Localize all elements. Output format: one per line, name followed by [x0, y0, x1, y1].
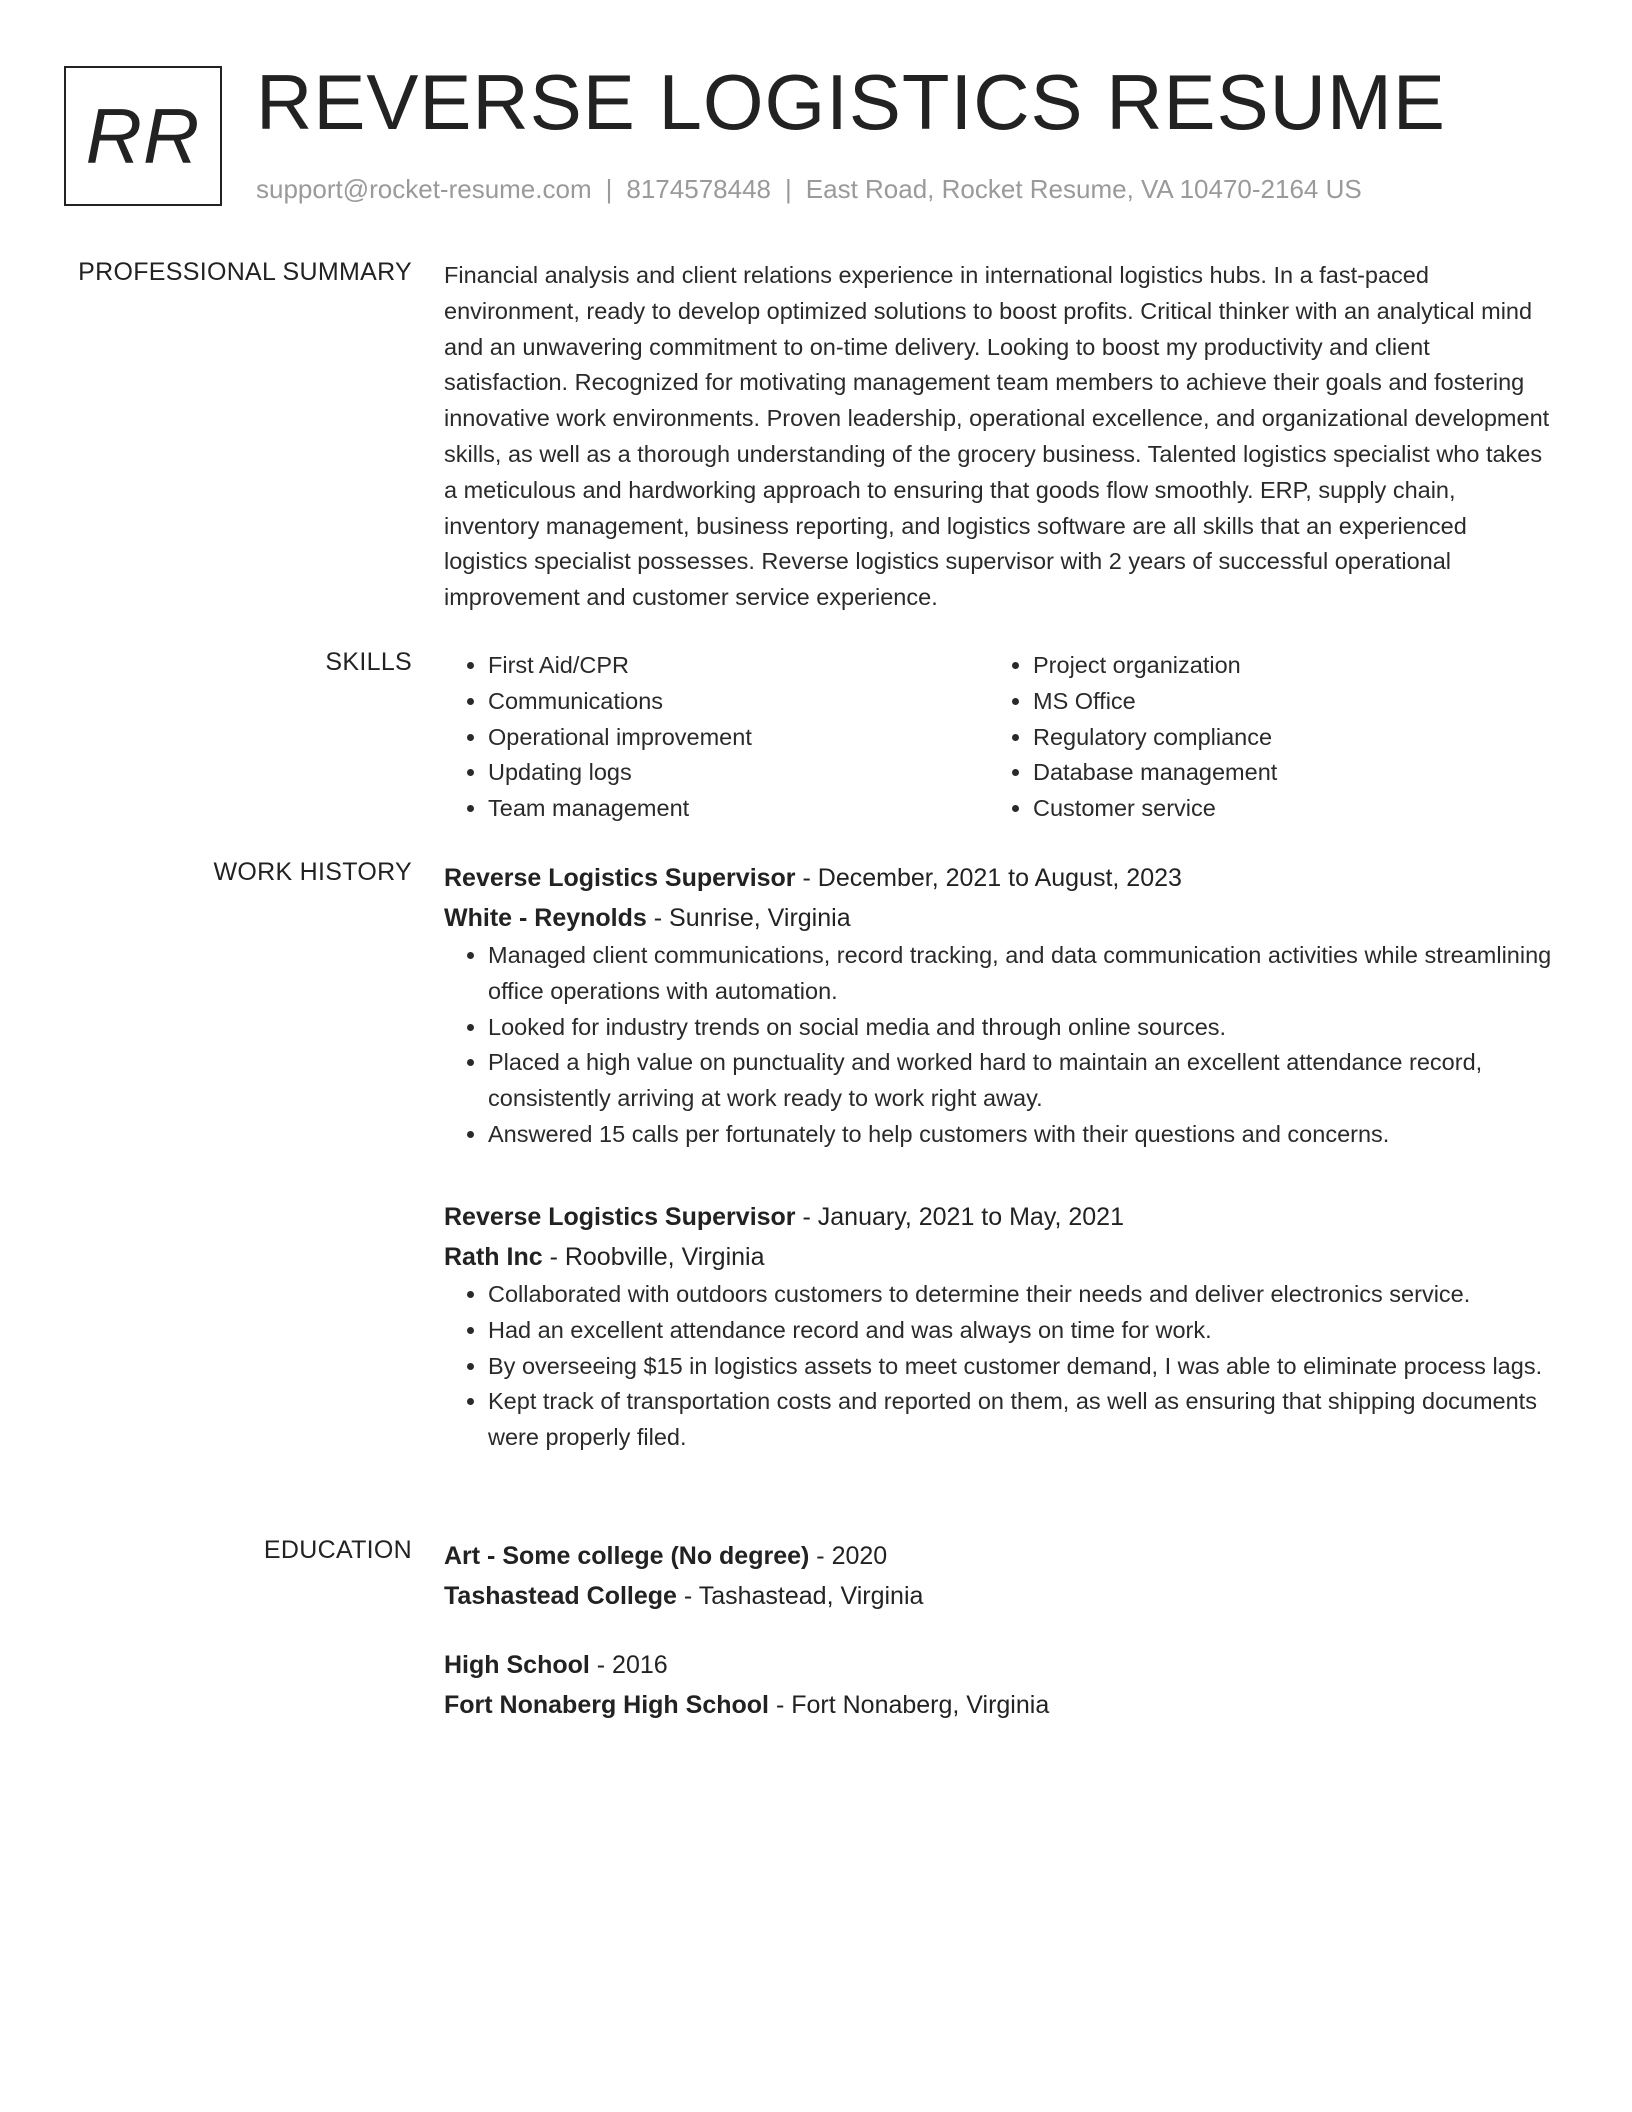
skill-item: • Customer service — [1033, 791, 1534, 827]
skill-item: • Communications — [488, 684, 989, 720]
skills-body — [444, 648, 1554, 827]
summary-text: Financial analysis and client relations experience in international logistics hubs. In a fast-paced environment, ready to develop optimized solutions to boost profits. Critical thinker with an analytical mind and an unwavering commitment to on-time delivery. Looking to boost my productivity and client satisfaction. Recognized for motivating management team members to achieve their goals and fostering innovative work environments. Proven leadership, operational excellence, and organizational development skills, as well as a thorough understanding of the grocery business. Talented logistics specialist who takes a meticulous and hardworking approach to ensuring that goods flow smoothly. ERP, supply chain, inventory management, business reporting, and logistics software are all skills that an experienced logistics specialist possesses. Reverse logistics supervisor with 2 years of successful operational improvement and customer service experience. — [444, 262, 1550, 611]
job-title: Reverse Logistics Supervisor — [444, 1203, 796, 1231]
education-degree-line — [444, 1536, 1554, 1576]
skill-item: • Operational improvement — [488, 720, 989, 756]
education-location: - Fort Nonaberg, Virginia — [769, 1691, 1050, 1719]
job-entry — [444, 858, 1554, 1153]
contact-email[interactable]: support@rocket-resume.com — [256, 174, 592, 204]
job-title-line — [444, 858, 1554, 898]
education-label: EDUCATION — [263, 1536, 412, 1564]
job-bullets — [444, 1277, 1554, 1456]
education-school: Tashastead College — [444, 1582, 677, 1610]
contact-line — [256, 174, 1362, 205]
job-dates: - December, 2021 to August, 2023 — [795, 864, 1182, 892]
skills-list-left — [444, 648, 989, 827]
contact-separator: | — [605, 174, 613, 204]
job-bullet: • Kept track of transportation costs and reported on them, as well as ensuring that shipping documents were properly filed. — [488, 1384, 1554, 1456]
job-bullet: • Had an excellent attendance record and was always on time for work. — [488, 1313, 1554, 1349]
job-entry — [444, 1197, 1554, 1456]
job-bullet: • Answered 15 calls per fortunately to help customers with their questions and concerns. — [488, 1117, 1554, 1153]
education-location: - Tashastead, Virginia — [676, 1582, 924, 1610]
job-title-line — [444, 1197, 1554, 1237]
education-degree-line — [444, 1645, 1554, 1685]
skill-item: • Team management — [488, 791, 989, 827]
job-bullet: • Looked for industry trends on social media and through online sources. — [488, 1010, 1554, 1046]
education-year: - 2020 — [809, 1542, 888, 1570]
contact-address: East Road, Rocket Resume, VA 10470-2164 US — [805, 174, 1362, 204]
skill-item: • First Aid/CPR — [488, 648, 989, 684]
skill-item: • Updating logs — [488, 755, 989, 791]
education-school: Fort Nonaberg High School — [444, 1691, 769, 1719]
job-bullet: • Placed a high value on punctuality and worked hard to maintain an excellent attendance record, consistently arriving at work ready to work right away. — [488, 1045, 1554, 1117]
skills-list-right — [989, 648, 1534, 827]
job-company: White - Reynolds — [444, 904, 647, 932]
education-school-line — [444, 1685, 1554, 1725]
monogram-logo — [64, 66, 222, 206]
job-dates: - January, 2021 to May, 2021 — [795, 1203, 1124, 1231]
contact-separator: | — [785, 174, 792, 204]
education-year: - 2016 — [589, 1651, 668, 1679]
skill-item: • Database management — [1033, 755, 1534, 791]
education-entry — [444, 1645, 1554, 1725]
skills-grid — [444, 648, 1554, 827]
job-bullet: • Managed client communications, record tracking, and data communication activities while streamlining office operations with automation. — [488, 938, 1554, 1010]
job-bullets — [444, 938, 1554, 1153]
skills-label: SKILLS — [325, 648, 412, 676]
education-school-line — [444, 1576, 1554, 1616]
job-location: - Roobville, Virginia — [542, 1243, 765, 1271]
job-company: Rath Inc — [444, 1243, 543, 1271]
resume-title: REVERSE LOGISTICS RESUME — [256, 58, 1446, 146]
job-title: Reverse Logistics Supervisor — [444, 864, 796, 892]
skill-item: • Project organization — [1033, 648, 1534, 684]
job-bullet: • Collaborated with outdoors customers to determine their needs and deliver electronics service. — [488, 1277, 1554, 1313]
work-history-label: WORK HISTORY — [213, 858, 412, 886]
contact-phone[interactable]: 8174578448 — [626, 174, 771, 204]
education-entry — [444, 1536, 1554, 1616]
job-location: - Sunrise, Virginia — [646, 904, 851, 932]
education-degree: High School — [444, 1651, 590, 1679]
job-company-line — [444, 1237, 1554, 1277]
job-company-line — [444, 898, 1554, 938]
skill-item: • MS Office — [1033, 684, 1534, 720]
job-bullet: • By overseeing $15 in logistics assets to meet customer demand, I was able to eliminate process lags. — [488, 1349, 1554, 1385]
skill-item: • Regulatory compliance — [1033, 720, 1534, 756]
summary-label: PROFESSIONAL SUMMARY — [78, 258, 412, 286]
monogram-text: RR — [85, 91, 201, 180]
education-degree: Art - Some college (No degree) — [444, 1542, 810, 1570]
